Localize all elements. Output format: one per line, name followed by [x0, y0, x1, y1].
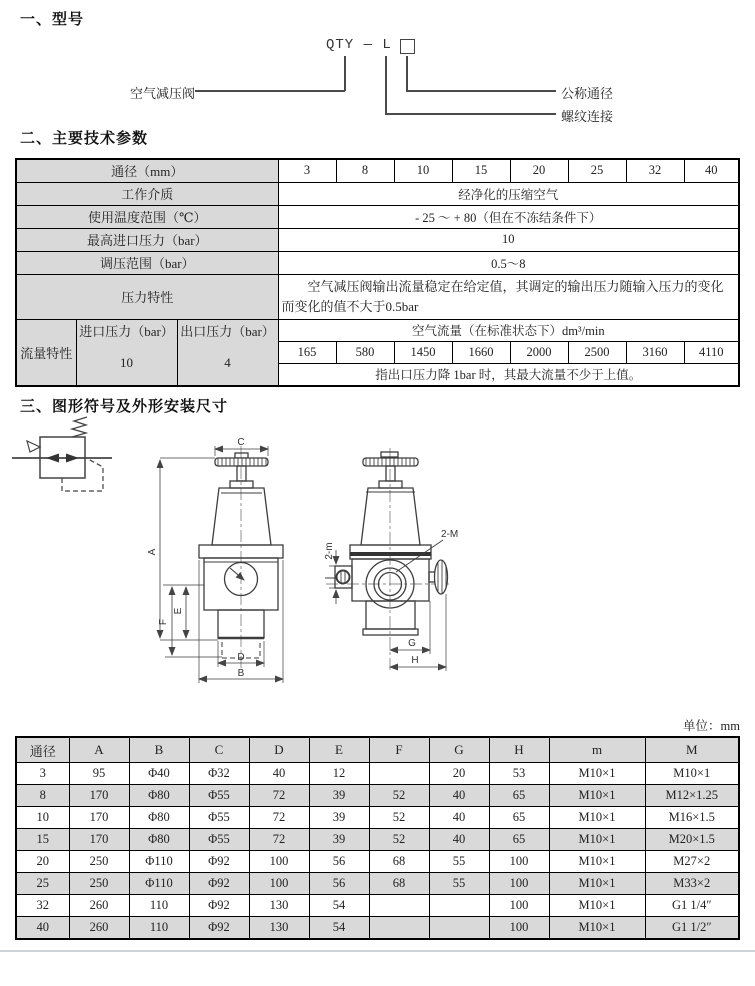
section3-heading: 三、图形符号及外形安装尺寸: [20, 398, 229, 415]
dim-label-d: D: [237, 652, 245, 663]
front-view-drawing: [147, 437, 283, 683]
cell: M10×1: [549, 829, 645, 851]
cell: [369, 917, 429, 939]
cell: m: [549, 737, 645, 763]
cell: 65: [489, 807, 549, 829]
connector-line: [385, 56, 387, 114]
cell: M16×1.5: [645, 807, 739, 829]
pneumatic-symbol-icon: [12, 417, 112, 491]
connector-line: [406, 56, 408, 91]
cell: 72: [249, 829, 309, 851]
dim-label-a: A: [147, 548, 158, 556]
cell: M33×2: [645, 873, 739, 895]
cell: 20: [429, 763, 489, 785]
cell: 250: [69, 873, 129, 895]
cell: Φ80: [129, 785, 189, 807]
cell: [369, 895, 429, 917]
row-label: 工作介质: [16, 182, 278, 205]
connector-line: [385, 113, 556, 115]
connector-line: [344, 56, 346, 91]
table-row: [16, 873, 739, 895]
unit-note: 单位：mm: [683, 719, 740, 733]
row-label: 最高进口压力（bar）: [16, 228, 278, 251]
cell: 39: [309, 785, 369, 807]
cell: G: [429, 737, 489, 763]
cell: 170: [69, 829, 129, 851]
cell: 10: [278, 228, 739, 251]
cell: M10×1: [549, 851, 645, 873]
cell: Φ80: [129, 807, 189, 829]
sub-header: 出口压力（bar）: [177, 319, 278, 341]
cell: 72: [249, 807, 309, 829]
cell: 1660: [452, 341, 510, 363]
cell: M10×1: [549, 807, 645, 829]
dim-label-b: B: [237, 668, 245, 679]
cell: 40: [249, 763, 309, 785]
cell: 55: [429, 851, 489, 873]
cell: 100: [489, 851, 549, 873]
cell: 54: [309, 917, 369, 939]
cell: 32: [16, 895, 69, 917]
cell: 110: [129, 917, 189, 939]
cell: 170: [69, 785, 129, 807]
cell: M10×1: [645, 763, 739, 785]
cell: [429, 917, 489, 939]
cell: 15: [16, 829, 69, 851]
cell: 4: [177, 341, 278, 386]
cell: 40: [429, 807, 489, 829]
table-row: [16, 763, 739, 785]
product-label: 空气减压阀: [130, 86, 196, 101]
cell: 100: [489, 917, 549, 939]
cell: 170: [69, 807, 129, 829]
section2-heading: 二、主要技术参数: [20, 130, 149, 147]
table-row: [16, 917, 739, 939]
cell: Φ40: [129, 763, 189, 785]
cell: 52: [369, 785, 429, 807]
cell: 68: [369, 873, 429, 895]
cell: M10×1: [549, 873, 645, 895]
cell: 1450: [394, 341, 452, 363]
cell: 260: [69, 895, 129, 917]
cell: M10×1: [549, 785, 645, 807]
row-label: 流量特性: [16, 319, 76, 386]
cell: 3: [16, 763, 69, 785]
cell: 40: [429, 829, 489, 851]
cell: 经净化的压缩空气: [278, 182, 739, 205]
cell: Φ55: [189, 829, 249, 851]
cell: M20×1.5: [645, 829, 739, 851]
cell: 100: [249, 851, 309, 873]
cell: 39: [309, 829, 369, 851]
cell: 55: [429, 873, 489, 895]
model-code: QTY — L: [326, 37, 392, 53]
cell: Φ92: [189, 917, 249, 939]
cell: Φ92: [189, 895, 249, 917]
cell: [429, 895, 489, 917]
cell: M10×1: [549, 895, 645, 917]
connector-line: [406, 90, 556, 92]
cell: 580: [336, 341, 394, 363]
dim-label-f: F: [158, 618, 169, 626]
page-divider: [0, 950, 755, 952]
cell: 指出口压力降 1bar 时，其最大流量不少于上值。: [278, 363, 739, 386]
cell: 52: [369, 807, 429, 829]
cell: B: [129, 737, 189, 763]
cell: M10×1: [549, 917, 645, 939]
cell: 25: [568, 159, 626, 182]
cell: 40: [429, 785, 489, 807]
table-row: [16, 807, 739, 829]
cell: 130: [249, 895, 309, 917]
cell: F: [369, 737, 429, 763]
cell: 10: [394, 159, 452, 182]
cell: 20: [510, 159, 568, 182]
cell: 56: [309, 873, 369, 895]
cell: 2500: [568, 341, 626, 363]
bore-label: 公称通径: [561, 86, 614, 101]
cell: 39: [309, 807, 369, 829]
cell: 40: [16, 917, 69, 939]
row-label: 通径（mm）: [16, 159, 278, 182]
cell: 10: [16, 807, 69, 829]
row-label: 压力特性: [16, 274, 278, 319]
cell: 8: [336, 159, 394, 182]
cell: Φ55: [189, 807, 249, 829]
cell: 8: [16, 785, 69, 807]
row-label: 调压范围（bar）: [16, 251, 278, 274]
cell: M12×1.25: [645, 785, 739, 807]
table-row: [16, 785, 739, 807]
cell: E: [309, 737, 369, 763]
cell: 100: [489, 895, 549, 917]
cell: 165: [278, 341, 336, 363]
cell: 10: [76, 341, 177, 386]
cell: 3160: [626, 341, 684, 363]
cell: 20: [16, 851, 69, 873]
cell: 2000: [510, 341, 568, 363]
thread-label: 螺纹连接: [561, 109, 614, 124]
cell: 65: [489, 829, 549, 851]
cell: 25: [16, 873, 69, 895]
cell: Φ110: [129, 851, 189, 873]
cell: - 25 ～ + 80（但在不冻结条件下）: [278, 205, 739, 228]
cell: 110: [129, 895, 189, 917]
cell: 15: [452, 159, 510, 182]
cell: 56: [309, 851, 369, 873]
cell: 95: [69, 763, 129, 785]
side-view-drawing: [324, 448, 458, 672]
cell: 0.5～8: [278, 251, 739, 274]
dim-label-c: C: [237, 437, 245, 448]
cell: 3: [278, 159, 336, 182]
cell: M27×2: [645, 851, 739, 873]
model-size-box: [400, 39, 415, 54]
cell: 12: [309, 763, 369, 785]
cell: 260: [69, 917, 129, 939]
connector-line: [195, 90, 345, 92]
cell: 68: [369, 851, 429, 873]
port-label-2m-lower: 2-m: [324, 542, 335, 560]
cell: 通径: [16, 737, 69, 763]
cell: 100: [249, 873, 309, 895]
section1-heading: 一、型号: [20, 11, 85, 28]
cell: H: [489, 737, 549, 763]
cell: 100: [489, 873, 549, 895]
dim-label-e: E: [173, 607, 184, 615]
cell: C: [189, 737, 249, 763]
cell: 65: [489, 785, 549, 807]
cell: Φ92: [189, 873, 249, 895]
table-row: [16, 895, 739, 917]
cell: 54: [309, 895, 369, 917]
cell: 72: [249, 785, 309, 807]
cell: 空气流量（在标准状态下）dm³/min: [278, 319, 739, 341]
cell: 40: [684, 159, 739, 182]
cell: Φ92: [189, 851, 249, 873]
cell: 53: [489, 763, 549, 785]
header-row: [16, 737, 739, 763]
port-label-2m-upper: 2-M: [441, 529, 459, 540]
drawings: [0, 408, 755, 708]
row-label: 使用温度范围（℃）: [16, 205, 278, 228]
table-row: [16, 829, 739, 851]
cell: 4110: [684, 341, 739, 363]
tech-params-table: [15, 158, 740, 387]
table-row: [16, 851, 739, 873]
cell: 32: [626, 159, 684, 182]
cell: M10×1: [549, 763, 645, 785]
cell: 52: [369, 829, 429, 851]
cell: Φ80: [129, 829, 189, 851]
cell: Φ32: [189, 763, 249, 785]
cell: D: [249, 737, 309, 763]
dim-label-g: G: [408, 638, 416, 649]
cell: G1 1/2″: [645, 917, 739, 939]
cell: 130: [249, 917, 309, 939]
cell: Φ110: [129, 873, 189, 895]
dimensions-table: [15, 736, 740, 940]
cell: 空气减压阀输出流量稳定在给定值，其调定的输出压力随输入压力的变化而变化的值不大于0.5bar: [278, 274, 739, 319]
cell: A: [69, 737, 129, 763]
cell: 250: [69, 851, 129, 873]
cell: Φ55: [189, 785, 249, 807]
dim-label-h: H: [411, 655, 419, 666]
cell: [369, 763, 429, 785]
cell: M: [645, 737, 739, 763]
sub-header: 进口压力（bar）: [76, 319, 177, 341]
cell: G1 1/4″: [645, 895, 739, 917]
